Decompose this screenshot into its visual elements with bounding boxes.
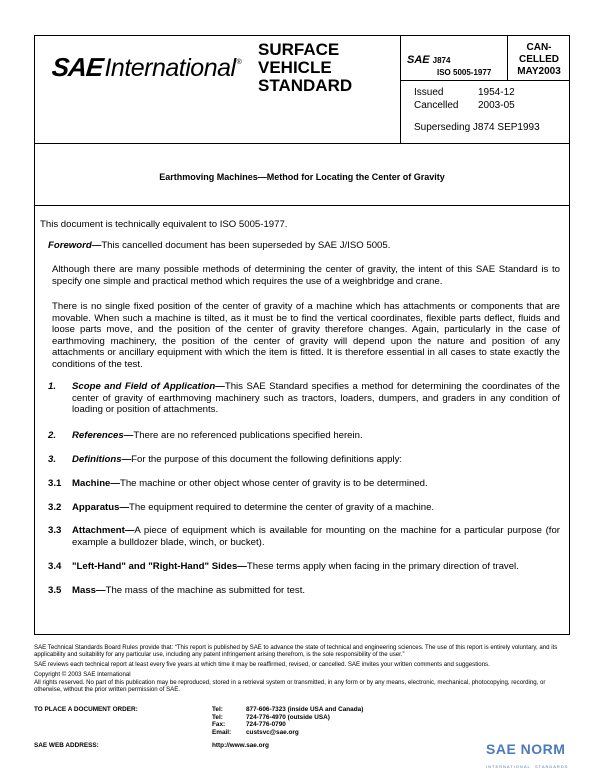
order-label: TO PLACE A DOCUMENT ORDER: [34, 706, 138, 713]
contact-labels [212, 706, 231, 736]
section-3-2-label: Apparatus— [72, 502, 130, 513]
section-3-3-label: Attachment— [72, 525, 135, 536]
document-number-block [407, 54, 491, 77]
logo-sae: SAE [50, 52, 105, 82]
document-title: Earthmoving Machines—Method for Locating the Center of Gravity [159, 172, 445, 182]
section-2-text: There are no referenced publications specified herein. [133, 430, 363, 441]
issued-value: 1954-12 [478, 87, 515, 98]
section-2-number: 2. [48, 430, 57, 441]
section-3-1-label: Machine— [72, 478, 120, 489]
logo-international: International [104, 54, 236, 82]
header-divider [34, 143, 570, 144]
section-3-1-number: 3.1 [48, 478, 62, 489]
fax-value: 724-776-0790 [246, 721, 286, 729]
intro-paragraph: This document is technically equivalent to ISO 5005-1977. [40, 219, 288, 230]
header-box-divider [400, 80, 570, 81]
tel2-value[interactable]: 724-776-4970 (outside USA) [246, 713, 330, 721]
issue-dates [414, 86, 515, 112]
footer-copyright: Copyright © 2003 SAE International [34, 671, 131, 679]
section-3-4-text: These terms apply when facing in the primary direction of travel. [246, 561, 519, 572]
footer-review: SAE reviews each technical report at least every five years at which time it may be reaffirmed, revised, or cancelled. SAE invites your written comments and suggestions. [34, 660, 490, 668]
header-vline-right [507, 35, 508, 80]
section-1 [72, 381, 560, 416]
section-2 [72, 430, 560, 442]
contact-values [246, 706, 363, 736]
norm-sub-standards: STANDARDS [535, 764, 569, 769]
section-3-4-label: "Left-Hand" and "Right-Hand" Sides— [72, 561, 247, 572]
foreword-text: This cancelled document has been superseded by SAE J/ISO 5005. [101, 240, 391, 251]
doc-sae-mark: SAE [407, 54, 430, 66]
tel-label: Tel: [212, 706, 223, 713]
header-vline-left [400, 35, 401, 143]
section-3-1 [72, 478, 560, 490]
section-3-2-number: 3.2 [48, 502, 62, 513]
web-link[interactable]: http://www.sae.org [212, 742, 269, 749]
tel-value[interactable]: 877-606-7323 (inside USA and Canada) [246, 706, 364, 713]
logo-trademark: ® [236, 59, 242, 66]
section-3-2 [72, 502, 560, 514]
section-3-number: 3. [48, 454, 57, 465]
section-3-5-label: Mass— [72, 585, 106, 596]
doc-number: J874 [432, 56, 451, 65]
section-3-3-number: 3.3 [48, 525, 62, 536]
fax-label: Fax: [212, 721, 226, 729]
norm-text: SAE NORM [486, 741, 566, 757]
email-link[interactable]: custsvc@sae.org [246, 728, 299, 736]
cancelled-value: 2003-05 [478, 100, 515, 111]
section-3-2-text: The equipment required to determine the center of gravity of a machine. [129, 502, 435, 513]
issued-label: Issued [414, 87, 444, 98]
section-3 [72, 454, 560, 466]
tel2-label: Tel: [212, 713, 223, 721]
section-3-5-text: The mass of the machine as submitted for test. [105, 585, 306, 596]
foreword-label: Foreword— [48, 240, 102, 251]
section-3-4-number: 3.4 [48, 561, 62, 572]
section-3-label: Definitions— [72, 454, 132, 465]
section-1-label: Scope and Field of Application— [72, 381, 225, 392]
section-3-5 [72, 585, 560, 597]
footer-rights: All rights reserved. No part of this publication may be reproduced, stored in a retrieval system or transmitted, in any form or by any means, electronic, mechanical, photocopying, recording, or otherwise, without the prior written permission of SAE. [34, 678, 546, 694]
section-3-5-number: 3.5 [48, 585, 62, 596]
paragraph-1: Although there are many possible methods of determining the center of gravity, the intent of this SAE Standard is to specify one simple and practical method which requires the use of a weighbridge and crane. [52, 264, 560, 287]
section-1-number: 1. [48, 381, 57, 392]
section-3-text: For the purpose of this document the following definitions apply: [131, 454, 403, 465]
web-label: SAE WEB ADDRESS: [34, 742, 99, 749]
legal-footer [34, 644, 570, 693]
norm-sub-international: INTERNATIONAL [486, 764, 531, 769]
cancelled-stamp: CAN- CELLED MAY2003 [517, 42, 561, 77]
section-3-3 [72, 525, 560, 548]
section-3-3-text: A piece of equipment which is available for mounting on the machine for a particular purpose (for example a bulldozer blade, winch, or bucket). [72, 525, 560, 548]
paragraph-2: There is no single fixed position of the center of gravity of a machine which has attachments or components that are movable. When such a machine is tilted, as it must be to find the vertical coordinates, flexible parts deflect, fluids and loose parts move, and the position of the center of gravity therefore changes. Again, particularly in the case of earthmoving machinery, the position of the center of gravity will depend upon the nature and position of any attachments or ancillary equipment with which the item is fitted. It is therefore essential in all cases to state exactly the conditions of the test. [52, 301, 560, 370]
section-3-4 [72, 561, 560, 573]
sae-international-logo [52, 52, 242, 83]
section-2-label: References— [72, 430, 134, 441]
footer-rules: SAE Technical Standards Board Rules provide that: “This report is published by SAE to advance the state of technical and engineering sciences. The use of this report is entirely voluntary, and its applicability and suitability for any particular use, including any patent infringement arising therefrom, is the sole responsibility of the user.” [34, 644, 558, 659]
foreword-paragraph [48, 240, 560, 252]
email-label: Email: [212, 728, 232, 736]
cancelled-label: Cancelled [414, 100, 459, 111]
title-divider [34, 205, 570, 206]
section-3-1-text: The machine or other object whose center of gravity is to be determined. [119, 478, 428, 489]
sae-norm-logo [482, 741, 565, 757]
iso-number: ISO 5005-1977 [437, 68, 492, 77]
section-1-text: This SAE Standard specifies a method for determining the coordinates of the center of gravity of earthmoving machinery such as tractors, loaders, dumpers, and graders in any condition of loading or position of attachments. [72, 381, 561, 416]
standard-type-title: SURFACE VEHICLE STANDARD [258, 40, 353, 95]
superseding-note: Superseding J874 SEP1993 [414, 122, 540, 133]
